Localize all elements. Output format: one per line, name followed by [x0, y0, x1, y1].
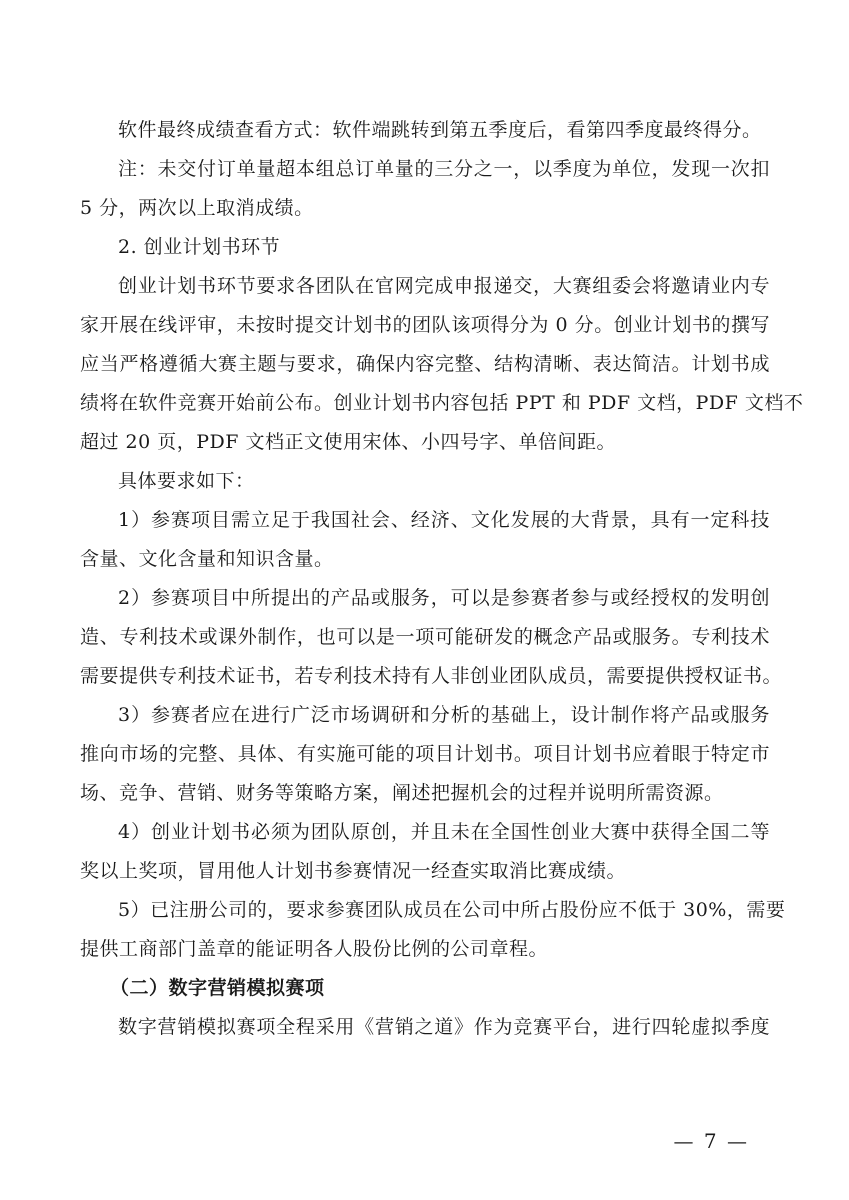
list-item-line: 场、竞争、营销、财务等策略方案，阐述把握机会的过程并说明所需资源。 — [80, 782, 724, 804]
paragraph-line: 注：未交付订单量超本组总订单量的三分之一，以季度为单位，发现一次扣 — [118, 158, 770, 180]
paragraph-line: 5 分，两次以上取消成绩。 — [80, 197, 314, 219]
list-item-line: 提供工商部门盖章的能证明各人股份比例的公司章程。 — [80, 938, 549, 960]
list-item-line: 1）参赛项目需立足于我国社会、经济、文化发展的大背景，具有一定科技 — [118, 509, 770, 531]
paragraph-line: 数字营销模拟赛项全程采用《营销之道》作为竞赛平台，进行四轮虚拟季度 — [118, 1016, 770, 1038]
list-item-line: 5）已注册公司的，要求参赛团队成员在公司中所占股份应不低于 30%，需要 — [118, 899, 786, 921]
paragraph-line: 创业计划书环节要求各团队在官网完成申报递交，大赛组委会将邀请业内专 — [118, 275, 770, 297]
paragraph-line: 具体要求如下： — [118, 470, 255, 492]
list-item-line: 需要提供专利技术证书，若专利技术持有人非创业团队成员，需要提供授权证书。 — [80, 665, 783, 687]
list-item-line: 造、专利技术或课外制作，也可以是一项可能研发的概念产品或服务。专利技术 — [80, 626, 770, 648]
list-item-line: 2）参赛项目中所提出的产品或服务，可以是参赛者参与或经授权的发明创 — [118, 587, 770, 609]
paragraph-line: 绩将在软件竞赛开始前公布。创业计划书内容包括 PPT 和 PDF 文档，PDF 文档不 — [80, 392, 804, 414]
paragraph-line: 家开展在线评审，未按时提交计划书的团队该项得分为 0 分。创业计划书的撰写 — [80, 314, 770, 336]
list-item-line: 奖以上奖项，冒用他人计划书参赛情况一经查实取消比赛成绩。 — [80, 860, 627, 882]
list-item-line: 含量、文化含量和知识含量。 — [80, 548, 334, 570]
paragraph-line: 应当严格遵循大赛主题与要求，确保内容完整、结构清晰、表达简洁。计划书成 — [80, 353, 770, 375]
list-item-line: 推向市场的完整、具体、有实施可能的项目计划书。项目计划书应着眼于特定市 — [80, 743, 770, 765]
list-item-line: 4）创业计划书必须为团队原创，并且未在全国性创业大赛中获得全国二等 — [118, 821, 770, 843]
section-heading: （二）数字营销模拟赛项 — [110, 977, 325, 999]
section-heading: 2. 创业计划书环节 — [118, 236, 281, 258]
paragraph-line: 超过 20 页，PDF 文档正文使用宋体、小四号字、单倍间距。 — [80, 431, 616, 453]
paragraph-line: 软件最终成绩查看方式：软件端跳转到第五季度后，看第四季度最终得分。 — [118, 119, 762, 141]
list-item-line: 3）参赛者应在进行广泛市场调研和分析的基础上，设计制作将产品或服务 — [118, 704, 770, 726]
page-number: — 7 — — [673, 1129, 749, 1153]
